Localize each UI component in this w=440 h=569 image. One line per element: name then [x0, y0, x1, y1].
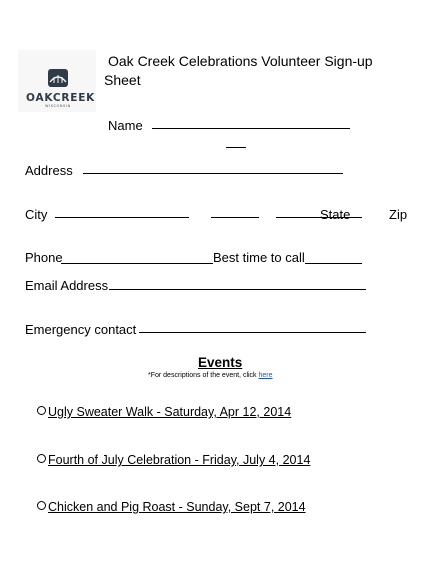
event-item[interactable]: [37, 405, 291, 419]
emergency-contact-field[interactable]: [139, 332, 366, 333]
events-description-link[interactable]: here: [258, 372, 273, 379]
logo-subtext: WISCONSIN: [45, 104, 71, 108]
event-item-label[interactable]: Ugly Sweater Walk - Saturday, Apr 12, 2014: [48, 405, 292, 419]
address-field[interactable]: [83, 173, 343, 174]
state-label: State: [320, 207, 351, 222]
best-time-field[interactable]: [305, 263, 362, 264]
logo-wordmark: OAKCREEK: [26, 92, 96, 104]
best-time-label: Best time to call: [213, 250, 305, 265]
city-label: City: [25, 207, 48, 222]
page-title-line1: Oak Creek Celebrations Volunteer Sign-up: [108, 53, 373, 69]
events-note-text: *For descriptions of the event, click: [148, 372, 259, 379]
name-label: Name: [108, 118, 143, 133]
events-heading: Events: [198, 355, 243, 370]
name-extra-line: [226, 147, 246, 148]
event-item-label[interactable]: Chicken and Pig Roast - Sunday, Sept 7, 2014: [48, 500, 306, 514]
zip-label: Zip: [389, 207, 408, 222]
circle-bullet-icon: [37, 501, 46, 510]
event-item-label[interactable]: Fourth of July Celebration - Friday, July 4, 2014: [48, 453, 311, 467]
page-title-line2: Sheet: [104, 72, 141, 88]
name-field[interactable]: [152, 128, 350, 129]
phone-field[interactable]: [61, 263, 213, 264]
email-label: Email Address: [25, 278, 109, 293]
circle-bullet-icon: [37, 406, 46, 415]
oak-creek-bridge-mark-icon: [47, 68, 69, 88]
address-label: Address: [25, 163, 73, 178]
circle-bullet-icon: [37, 454, 46, 463]
emergency-contact-label: Emergency contact: [25, 322, 137, 337]
phone-label: Phone: [25, 250, 63, 265]
event-item[interactable]: [37, 453, 310, 467]
city-field[interactable]: [55, 217, 189, 218]
event-item[interactable]: [37, 500, 306, 514]
events-note: [148, 372, 273, 379]
email-field[interactable]: [109, 289, 366, 290]
city-extra-field[interactable]: [211, 217, 259, 218]
